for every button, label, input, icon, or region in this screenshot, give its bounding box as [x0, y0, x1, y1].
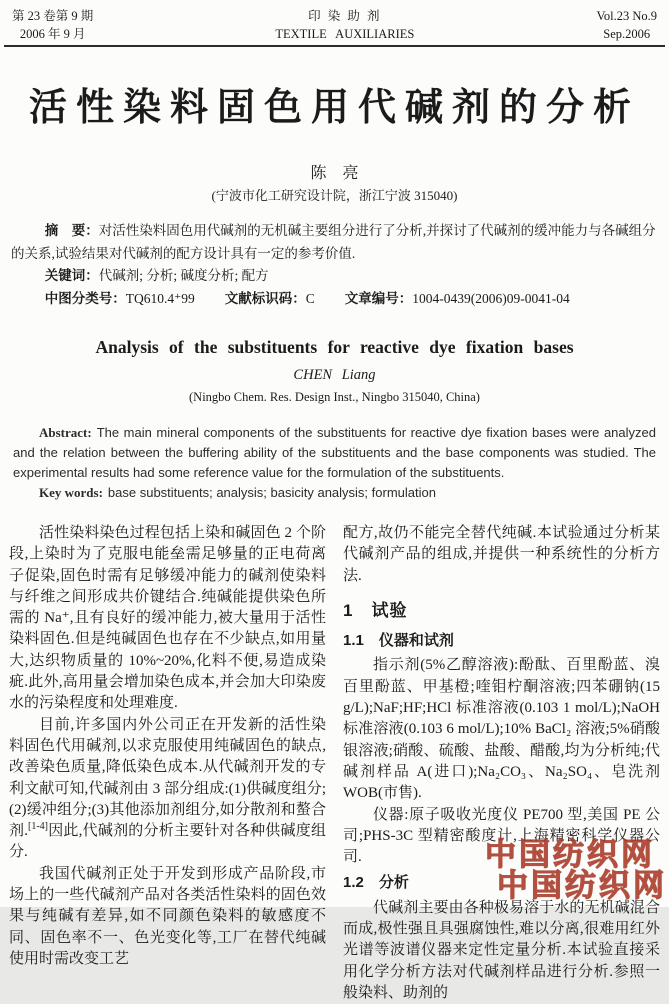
section-heading-1-1: 1.1 仪器和试剂 — [343, 632, 454, 650]
chinese-meta-block — [11, 220, 658, 310]
watermark-text: 中国纺织网 — [497, 868, 667, 903]
paragraph-text: 目前,许多国内外公司正在开发新的活性染料固色代用碱剂,以求克服使用纯碱固色的缺点,改善染色质量,降低染色成本.从代碱剂开发的专利文献可知,代碱剂由 3 部分组成:(1)供碱度组分;(2)缓冲组分;(3)其他添加剂组分,如分散剂和螯合剂. — [9, 716, 326, 840]
abstract-cn-text: 对活性染料固色用代碱剂的无机碱主要组分进行了分析,并探讨了代碱剂的缓冲能力与各碱组分的关系,试验结果对代碱剂的配方设计具有一定的参考价值. — [11, 223, 656, 261]
header-journal-name-block — [275, 7, 414, 43]
abstract-en — [13, 423, 656, 483]
article-id-pair — [345, 291, 570, 306]
doc-code-label: 文献标识码： — [224, 290, 306, 306]
keywords-cn-label: 关键词： — [44, 268, 99, 283]
issue-date-cn: 2006 年 9 月 — [19, 27, 86, 41]
classification-row — [11, 288, 658, 311]
citation-superscript: [1-4] — [27, 821, 48, 833]
section-heading-1: 1 试验 — [343, 600, 408, 620]
header-rule — [4, 45, 665, 47]
keywords-cn — [11, 265, 658, 288]
abstract-en-label: Abstract: — [39, 425, 92, 440]
body-paragraph: 我国代碱剂正处于开发到形成产品阶段,市场上的一些代碱剂产品对各类活性染料的固色效果与纯碱有差异,如不同颜色染料的敏感度不同、固色率不一、色光变化等,工厂在替代纯碱使用时需改变工艺 — [9, 865, 326, 967]
affiliation-cn: (宁波市化工研究设计院，浙江宁波 315040) — [211, 188, 458, 203]
keywords-cn-text: 代碱剂; 分析; 碱度分析; 配方 — [98, 268, 269, 283]
doc-code-pair — [225, 291, 315, 306]
volume-number-en: Vol.23 No.9 — [596, 9, 657, 23]
journal-name-cn: 印 染 助 剂 — [308, 9, 382, 23]
header-issue-block — [12, 7, 93, 43]
affiliation-en: (Ningbo Chem. Res. Design Inst., Ningbo 315040, China) — [189, 390, 480, 404]
keywords-en-label: Key words: — [39, 485, 103, 500]
clc-value: TQ610.4⁺99 — [125, 290, 195, 306]
header-volume-block — [596, 7, 657, 43]
journal-header — [12, 7, 657, 43]
article-body — [9, 523, 660, 1001]
body-paragraph-reagents: 指示剂(5%乙醇溶液):酚酞、百里酚蓝、溴百里酚蓝、甲基橙;喹钼柠酮溶液;四苯硼钠(15 g/L);NaF;HF;HCl 标准溶液(0.103 1 mol/L);NaOH 标准溶液(0.103 6 mol/L);10% BaCl₂ 溶液;5%硝酸银溶液;硝酸、硫酸、盐酸、醋酸,均为分析纯;代碱剂样品 A(进口);Na₂CO₃、Na₂SO₄、皂洗剂 WOB(市售). — [343, 657, 660, 802]
right-column — [343, 523, 660, 1001]
body-paragraph-analysis: 代碱剂主要由各种极易溶于水的无机碱混合而成,极性强且具强腐蚀性,难以分离,很难用红外光谱等波谱仪器来定性定量分析.本试验直接采用化学分析方法对代碱剂样品进行分析.参照一般染料、助剂的 — [343, 899, 660, 1001]
body-paragraph: 活性染料染色过程包括上染和碱固色 2 个阶段,上染时为了克服电能垒需足够量的正电荷离子促染,固色时需有足够缓冲能力的碱剂使染料与纤维之间形成共价键结合.纯碱能提供染色所需的 Na⁺,且有良好的缓冲能力,被大量用于活性染料固色.但是纯碱固色也存在不少缺点,如用量大,达织物质量的 10%~20%,化料不便,易造成染疵.此外,高用量会增加染色成本,并会加大印染废水的污染程度和处理难度. — [9, 525, 326, 712]
article-id-value: 1004-0439(2006)09-0041-04 — [412, 290, 570, 306]
section-heading-1-2: 1.2 分析 — [343, 874, 409, 892]
article-id-label: 文章编号： — [344, 290, 413, 306]
article-title-en: Analysis of the substituents for reactive dye fixation bases — [95, 337, 574, 357]
watermark-text: 中国纺织网 — [485, 837, 655, 872]
abstract-en-text: The main mineral components of the substituents for reactive dye fixation bases were analyzed and the relation between the buffering ability of the substituents and the base components was studied. The experimental results had some reference value for the formulation of the substituents. — [13, 425, 656, 480]
doc-code-value: C — [305, 290, 315, 306]
journal-name-en: TEXTILE AUXILIARIES — [275, 27, 415, 41]
abstract-cn-label: 摘 要： — [44, 223, 99, 238]
paragraph-text: 因此,代碱剂的分析主要针对各种供碱度组分. — [9, 823, 326, 861]
abstract-cn — [11, 220, 658, 265]
article-title-cn: 活性染料固色用代碱剂的分析 — [28, 87, 640, 129]
issue-date-en: Sep.2006 — [603, 27, 651, 41]
left-column — [9, 523, 326, 967]
keywords-en — [13, 483, 656, 503]
body-paragraph-instruments: 仪器:原子吸收光度仪 PE700 型,美国 PE 公司;PHS-3C 型精密酸度计,上海精密科学仪器公司. — [343, 806, 660, 866]
author-name-cn: 陈 亮 — [310, 165, 359, 182]
clc-label: 中图分类号： — [44, 290, 126, 306]
clc-pair — [45, 291, 195, 306]
english-abstract-block — [13, 423, 656, 503]
body-paragraph — [9, 715, 326, 864]
body-paragraph-continuation: 配方,故仍不能完全替代纯碱.本试验通过分析某代碱剂产品的组成,并提供一种系统性的分析方法. — [343, 525, 660, 584]
author-name-en: CHEN Liang — [293, 367, 376, 383]
issue-volume-cn: 第 23 卷第 9 期 — [12, 9, 94, 23]
keywords-en-text: base substituents; analysis; basicity analysis; formulation — [107, 485, 436, 500]
